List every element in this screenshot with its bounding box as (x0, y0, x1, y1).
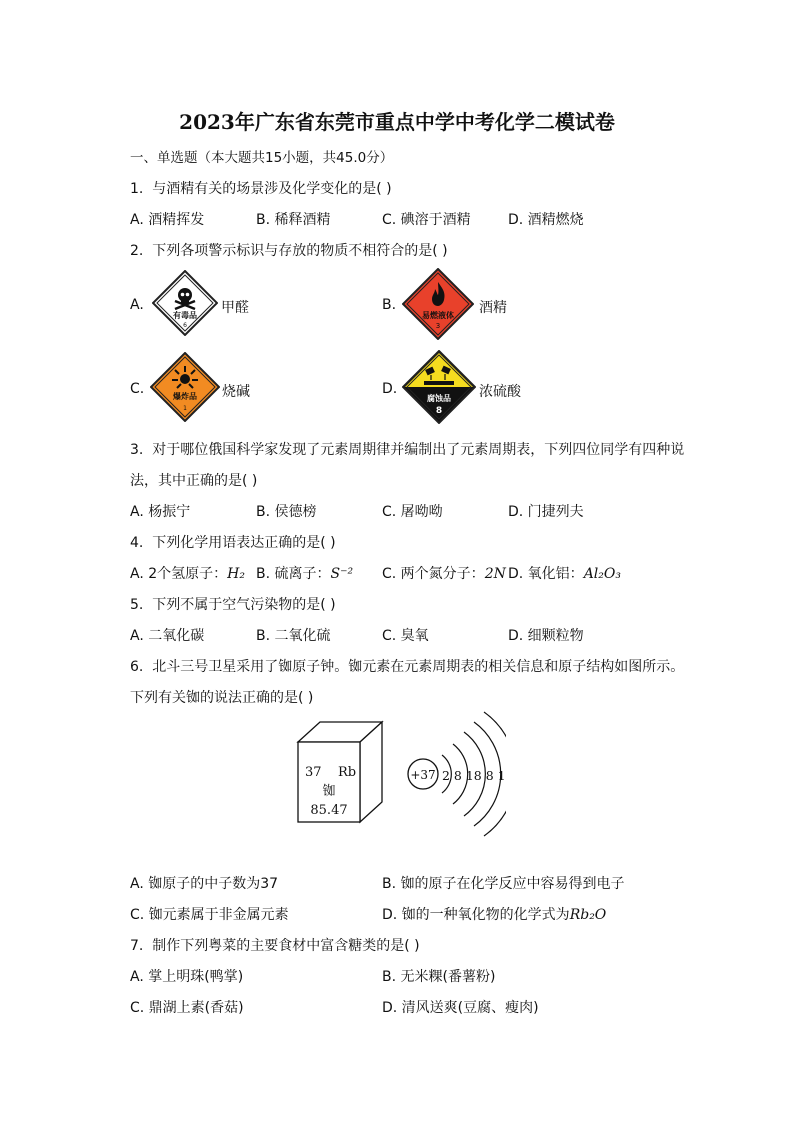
question-number: 1. (130, 181, 144, 197)
option-formula: Al₂O₃ (583, 566, 621, 582)
q1-option-b: B. 稀释酒精 (256, 212, 331, 228)
option-formula: S⁻² (330, 566, 354, 582)
atom-structure-diagram (408, 712, 506, 836)
q1-option-c: C. 碘溶于酒精 (382, 212, 471, 228)
q2-option-d-letter: D. (382, 381, 398, 397)
q2-option-a-letter: A. (130, 297, 144, 313)
q4-option-d (508, 563, 621, 583)
flammable-liquid-warning-sign (402, 268, 474, 340)
option-text: D. 铷的一种氧化物的化学式为 (382, 907, 570, 923)
sign-class-number: 8 (435, 406, 443, 416)
nucleus-charge: +37 (410, 768, 436, 782)
q3-option-c: C. 屠呦呦 (382, 504, 443, 520)
question-number: 7. (130, 938, 144, 954)
page-title: 2023年广东省东莞市重点中学中考化学二模试卷 (179, 110, 615, 134)
q4-option-a (130, 563, 245, 583)
sign-label: 有毒品 (173, 311, 197, 320)
question-4 (130, 532, 336, 552)
question-text: 制作下列粤菜的主要食材中富含糖类的是( ) (152, 938, 420, 954)
element-name: 铷 (322, 784, 336, 799)
sign-label: 爆炸品 (173, 392, 197, 401)
option-text: C. 两个氮分子： (382, 566, 485, 582)
q2-option-c-label: 烧碱 (222, 384, 250, 400)
question-number: 4. (130, 535, 144, 551)
question-number: 3. (130, 442, 144, 458)
q7-option-a: A. 掌上明珠(鸭掌) (130, 969, 244, 985)
q4-option-b (256, 563, 353, 583)
question-6 (130, 656, 684, 676)
q5-option-b: B. 二氧化硫 (256, 628, 331, 644)
sign-label: 易燃液体 (422, 311, 454, 320)
question-6-continued: 下列有关铷的说法正确的是( ) (130, 690, 314, 706)
q2-option-b-letter: B. (382, 297, 397, 313)
atomic-number: 37 (305, 765, 322, 780)
q1-option-a: A. 酒精挥发 (130, 212, 205, 228)
q7-option-c: C. 鼎湖上素(香菇) (130, 1000, 244, 1016)
q7-option-d: D. 清风送爽(豆腐、瘦肉) (382, 1000, 539, 1016)
q2-option-a-label: 甲醛 (221, 300, 249, 316)
explosive-warning-sign (150, 352, 220, 422)
option-text: D. 氧化铝： (508, 566, 584, 582)
question-text: 下列不属于空气污染物的是( ) (152, 597, 336, 613)
q3-option-a: A. 杨振宁 (130, 504, 191, 520)
toxic-warning-sign (152, 270, 218, 336)
q2-option-d-label: 浓硫酸 (479, 384, 521, 400)
q2-option-b-label: 酒精 (479, 300, 507, 316)
q4-option-c (382, 563, 506, 583)
q7-option-b: B. 无米粿(番薯粉) (382, 969, 496, 985)
question-text: 下列化学用语表达正确的是( ) (152, 535, 336, 551)
question-text: 与酒精有关的场景涉及化学变化的是( ) (152, 181, 392, 197)
q3-option-d: D. 门捷列夫 (508, 504, 584, 520)
question-1 (130, 178, 392, 198)
element-cube (298, 722, 382, 822)
question-5 (130, 594, 336, 614)
q1-option-d: D. 酒精燃烧 (508, 212, 584, 228)
q5-option-d: D. 细颗粒物 (508, 628, 584, 644)
sign-class-number: 6 (183, 322, 187, 329)
question-2 (130, 240, 448, 260)
question-text: 下列各项警示标识与存放的物质不相符合的是( ) (152, 243, 448, 259)
option-formula: Rb₂O (569, 907, 607, 923)
corrosive-warning-sign (402, 350, 476, 424)
option-formula: 2N (484, 566, 506, 582)
question-text: 对于哪位俄国科学家发现了元素周期律并编制出了元素周期表，下列四位同学有四种说 (152, 442, 685, 458)
q6-option-c: C. 铷元素属于非金属元素 (130, 907, 289, 923)
q5-option-c: C. 臭氧 (382, 628, 429, 644)
element-symbol: Rb (338, 765, 357, 780)
q2-option-c-letter: C. (130, 381, 145, 397)
question-3 (130, 439, 684, 459)
option-text: A. 2个氢原子： (130, 566, 228, 582)
q6-option-b: B. 铷的原子在化学反应中容易得到电子 (382, 876, 625, 892)
sign-class-number: 1 (183, 405, 187, 412)
question-text: 北斗三号卫星采用了铷原子钟。铷元素在元素周期表的相关信息和原子结构如图所示。 (152, 659, 685, 675)
question-7 (130, 935, 420, 955)
atomic-mass: 85.47 (310, 803, 348, 818)
question-number: 6. (130, 659, 144, 675)
option-formula: H₂ (227, 566, 245, 582)
electron-counts: 2 8 18 8 1 (442, 768, 506, 783)
question-number: 5. (130, 597, 144, 613)
sign-class-number: 3 (435, 322, 441, 330)
q6-option-d (382, 904, 606, 924)
question-3-continued: 法，其中正确的是( ) (130, 473, 258, 489)
option-text: B. 硫离子： (256, 566, 331, 582)
section-heading: 一、单选题（本大题共15小题，共45.0分） (130, 150, 394, 166)
q5-option-a: A. 二氧化碳 (130, 628, 205, 644)
question-number: 2. (130, 243, 144, 259)
sign-label: 腐蚀品 (427, 394, 451, 403)
q3-option-b: B. 侯德榜 (256, 504, 317, 520)
rubidium-figure (296, 710, 506, 838)
q6-option-a: A. 铷原子的中子数为37 (130, 876, 279, 892)
